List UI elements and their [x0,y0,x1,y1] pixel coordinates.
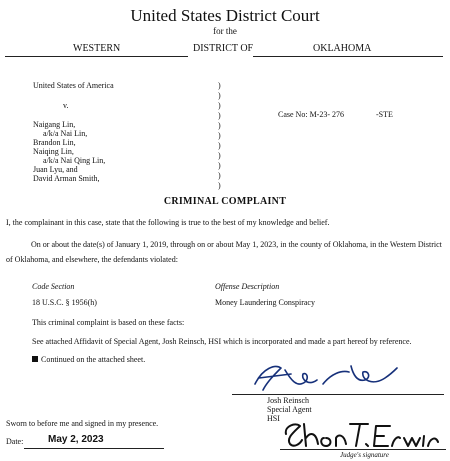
state-underline [253,56,443,57]
agent-agency: HSI [267,414,280,423]
complaint-title: CRIMINAL COMPLAINT [163,196,287,207]
date-value: May 2, 2023 [48,434,104,445]
district-underline [5,56,188,57]
dates-paragraph: On or about the date(s) of January 1, 2019, through on or about May 1, 2023, in the county of Oklahoma, in the Western District of Oklahoma, and elsewhere, the defendants violated: [6,240,442,264]
continued-text: Continued on the attached sheet. [41,355,146,364]
date-underline [24,448,164,449]
agent-title: Special Agent [267,405,312,414]
for-the-label: for the [213,26,237,36]
sworn-statement: Sworn to before me and signed in my presence. [6,419,159,428]
judge-signature-label: Judge's signature [340,451,389,459]
agent-signature-line [232,394,444,395]
defendant-line: Brandon Lin, [33,138,76,147]
agent-name: Josh Reinsch [267,396,309,405]
district-name: WESTERN [73,43,121,54]
agent-signature [245,360,430,396]
offense-description-label: Offense Description [215,282,280,291]
case-number [278,110,344,119]
continued-line [32,355,145,364]
defendant-line: Naigang Lin, [33,120,76,129]
state-name: OKLAHOMA [313,43,372,54]
complainant-statement: I, the complainant in this case, state that the following is true to the best of my knowledge and belief. [6,218,330,227]
defendant-line: Naiqing Lin, [33,147,74,156]
case-number-label: Case No: [278,110,308,119]
code-section-label: Code Section [32,282,75,291]
defendant-line: Juan Lyu, and [33,165,78,174]
date-label: Date: [6,437,24,446]
district-of-label: DISTRICT OF [193,43,254,54]
defendant-line: David Arman Smith, [33,174,100,183]
affidavit-reference: See attached Affidavit of Special Agent, Josh Reinsch, HSI which is incorporated and made a part hereof by reference. [32,337,412,346]
caption-divider: ) ) ) ) ) ) ) ) ) ) ) [218,81,221,190]
checkbox-checked-icon [32,356,38,362]
plaintiff-name: United States of America [33,81,114,90]
versus-label: v. [63,101,69,110]
court-title: United States District Court [130,6,320,25]
judge-signature-line [280,449,446,450]
defendant-line: a/k/a Nai Qing Lin, [43,156,106,165]
based-on-facts: This criminal complaint is based on these facts: [32,318,185,327]
judge-signature [280,416,440,452]
offense-description-value: Money Laundering Conspiracy [215,298,315,307]
code-section-value: 18 U.S.C. § 1956(h) [32,298,97,307]
case-number-suffix: -STE [376,110,393,119]
defendant-line: a/k/a Nai Lin, [43,129,88,138]
case-number-value: M-23- 276 [309,110,345,119]
